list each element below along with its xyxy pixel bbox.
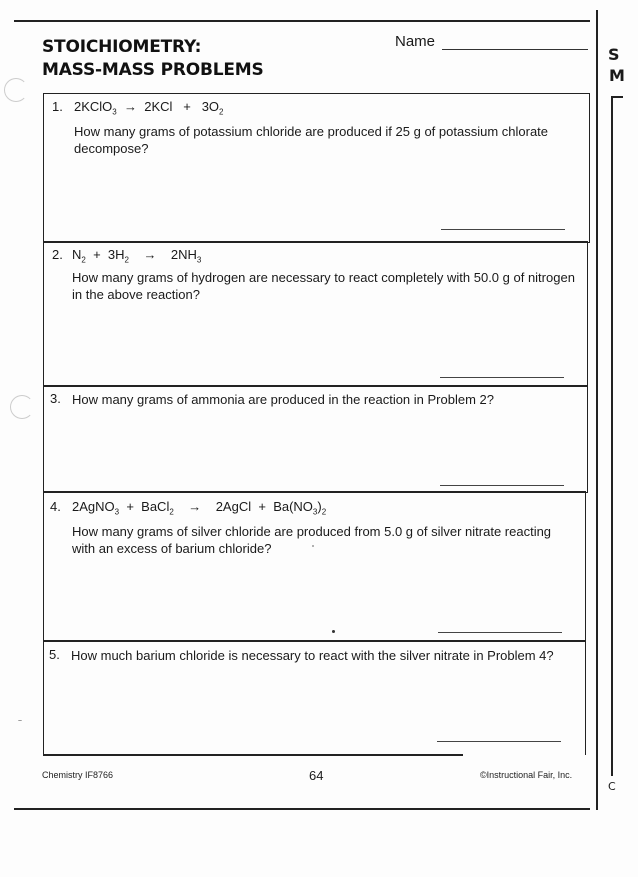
problem-4-equation [72, 499, 326, 517]
eq1-arrow: → [123, 99, 137, 114]
problem-2-equation [72, 247, 201, 265]
eq4-product-1: 2AgCl [215, 499, 252, 514]
problem-1-answer-line[interactable] [441, 229, 565, 230]
name-label: Name [395, 33, 436, 50]
eq2-plus: + [93, 247, 101, 262]
punch-hole-middle [10, 395, 34, 419]
edge-letter-s: S [608, 45, 620, 64]
eq1-product-2: $3O_2$ [201, 99, 224, 117]
eq4-arrow: → [188, 499, 202, 514]
scan-speck [18, 720, 22, 721]
problem-2-question: How many grams of hydrogen are necessary to react completely with 50.0 g of nitrogen in the above reaction? [72, 270, 575, 302]
problem-4-question: How many grams of silver chloride are produced from 5.0 g of silver nitrate reacting with an excess of barium chloride? [72, 524, 552, 556]
problem-1-equation [74, 99, 223, 117]
eq2-reactant-2: $3H_2$ [107, 247, 129, 265]
name-field[interactable] [442, 49, 588, 50]
problem-box-5-bottom [43, 754, 463, 756]
problem-4-answer-line[interactable] [438, 632, 562, 633]
problem-2-number: 2. [52, 247, 63, 262]
title-line-1: STOICHIOMETRY: [42, 37, 202, 57]
eq4-product-2: $Ba(NO_3)_2$ [273, 499, 327, 517]
problem-3-number: 3. [50, 391, 61, 406]
problem-4-number: 4. [50, 499, 61, 514]
eq2-product: $2NH_3$ [170, 247, 202, 265]
right-page-edge [596, 10, 598, 810]
edge-letter-c: C [608, 780, 616, 793]
punch-hole-top [4, 78, 28, 102]
eq1-reactant: 2KClO$_3$ [74, 99, 117, 117]
problem-5-number: 5. [49, 647, 60, 662]
problem-1-number: 1. [52, 99, 63, 114]
problem-5-question: How much barium chloride is necessary to react with the silver nitrate in Problem 4? [71, 648, 554, 663]
footer-book-code: Chemistry IF8766 [42, 770, 114, 780]
eq1-plus: + [183, 99, 191, 114]
edge-rule [611, 96, 613, 776]
worksheet-title [42, 36, 264, 82]
top-rule [14, 20, 590, 22]
edge-letter-m: M [609, 66, 625, 85]
eq1-product-1: 2KCl [144, 99, 173, 114]
eq4-reactant-1: 2AgNO$_3$ [72, 499, 120, 517]
eq4-plus-2: + [258, 499, 266, 514]
problem-1-question: How many grams of potassium chloride are produced if 25 g of potassium chlorate decompose? [74, 124, 549, 156]
problem-3-answer-line[interactable] [440, 485, 564, 486]
title-line-2: MASS-MASS PROBLEMS [42, 60, 264, 80]
scan-speck [312, 545, 314, 547]
page-number: 64 [309, 768, 324, 783]
problem-2-answer-line[interactable] [440, 377, 564, 378]
eq4-plus-1: + [126, 499, 134, 514]
scan-speck [332, 630, 335, 633]
eq2-arrow: → [143, 247, 157, 262]
problem-3-question: How many grams of ammonia are produced in the reaction in Problem 2? [72, 392, 494, 407]
footer-copyright: ©Instructional Fair, Inc. [480, 770, 573, 780]
eq2-reactant-1: $N_2$ [72, 247, 86, 265]
eq4-reactant-2: BaCl$_2$ [141, 499, 174, 517]
edge-tick [611, 96, 623, 98]
bottom-rule [14, 808, 590, 810]
problem-5-answer-line[interactable] [437, 741, 561, 742]
